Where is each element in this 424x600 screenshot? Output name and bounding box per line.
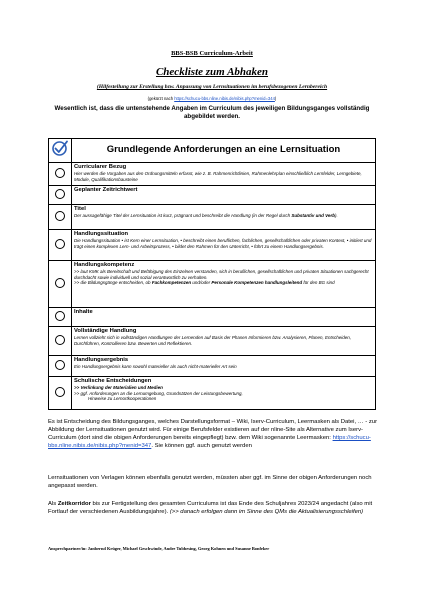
checkbox-circle-icon[interactable] — [55, 311, 65, 321]
row-title: Geplanter Zeitrichtwert — [74, 187, 138, 193]
header-icon-cell — [49, 139, 72, 163]
row-body: Der aussagefähige Titel der Lernsituation ist kurz, prägnant und beschreibt die Handlung (in der Regel durch — [74, 213, 291, 218]
timeline-keyword: Zeitkorridor — [57, 501, 91, 507]
table-row — [49, 230, 376, 261]
table-row: Titel Der aussagefähige Titel der Lernsituation ist kurz, prägnant und beschreibt die Handlung (in der Regel durch Substantiv und Verb). — [49, 205, 376, 230]
checkbox-circle-icon[interactable] — [55, 278, 65, 288]
checkbox-circle-icon[interactable] — [55, 335, 65, 345]
intro-text: Wesentlich ist, dass die untenstehende Angaben im Curriculum des jeweiligen Bildungsganges vollständig abgebildet werden. — [54, 105, 370, 120]
table-row — [49, 356, 376, 377]
table-header-row — [49, 139, 376, 163]
row-title: Schulische Entscheidungen — [74, 378, 152, 384]
checkbox-circle-icon[interactable] — [55, 360, 65, 370]
row-body: Ein Handlungsergebnis kann sowohl materieller als auch nicht-materieller Art sein — [74, 364, 237, 369]
checkbox-circle-icon[interactable] — [55, 168, 65, 178]
table-row: Handlungskompetenz >> laut KMK als Bereitschaft und Befähigung des Einzelnen verstanden, sich in beruflichen, gesellschaftlichen und privaten Situationen sachgerecht durchdacht sowie individuell und sozial verantwortlich zu verhalten. >> die Bildungsgänge entscheiden, ob Fachkompetenzen und/oder Personale Kompetenzen handlungsleitend für den BG sind — [49, 261, 376, 308]
table-row — [49, 186, 376, 205]
checkbox-circle-icon[interactable] — [55, 189, 65, 199]
table-row — [49, 308, 376, 327]
table-row — [49, 327, 376, 356]
row-body-bold: >> Verlinkung der Materialien und Medien — [74, 385, 163, 390]
row-title: Handlungsergebnis — [74, 357, 129, 363]
row-body: Die Handlungssituation • ist Kern einer Lernsituation, • beschreibt einen beruflichen, fachlichen, gesellschaftlichen oder privaten Kontext, • initiiert und trägt einen komplexen Lern- und Arbeitsprozess, • bildet den Rahmen für den Unterricht, • führt zu einem Handlungsergebnis. — [74, 238, 372, 249]
checklist-table — [48, 138, 376, 410]
row-title: Vollständige Handlung — [74, 328, 137, 334]
template-link[interactable]: https://schucu-bbs.nline.nibis.de/nibis.php?menid=347 — [48, 435, 371, 450]
contact-footer: Ansprechpartner/in: Janbernd Krüger, Michael Geschwinde, Andre Tubbesing, Georg Kohnen und Susanne Bonfeker — [48, 546, 270, 551]
paragraph-format: Es ist Entscheidung des Bildungsganges, welches Darstellungsformat – Wiki, Iserv-Curriculum, Leermasken als Datei, … - zur Abbildung der Lernsituationen genutzt wird. Für einige Berufsfelder existieren auf der nline-Site als Alternative zum Iserv-Curriculum (dort sind die obigen Anforderungen bereits eingepflegt) bzw. dem Wiki sogenannte Leermasken: https://schucu-bbs.nline.nibis.de/nibis.php?menid=347. Sie können ggf. auch genutzt werden — [48, 419, 378, 450]
row-title: Handlungssituation — [74, 231, 129, 237]
row-body-bold: Substantiv und Verb — [291, 213, 335, 218]
row-body: >> laut KMK als Bereitschaft und Befähigung des Einzelnen verstanden, sich in beruflichen, gesellschaftlichen und privaten Situationen sachgerecht durchdacht sowie individuell und sozial verantwortlich zu verhalten. — [74, 269, 369, 280]
row-title: Handlungskompetenz — [74, 262, 135, 268]
paragraph-publishers: Lernsituationen von Verlagen können ebenfalls genutzt werden, müssten aber ggf. im Sinne der obigen Anforderungen noch angepasst werden. — [48, 475, 372, 490]
paragraph-timeline: Als Zeitkorridor bis zur Fertigstellung des gesamten Curriculums ist das Ende des Schuljahres 2023/24 angedacht (also mit Fortlauf der verschiedenen Ausbildungsjahre). (>> danach erfolgen dann im Sinne des QMs die Aktualisierungsschleifen) — [48, 501, 373, 516]
row-body: Hier werden die Vorgaben aus den Ordnungsmitteln erfasst, wie z. B. Rahmenrichtlinien, Rahmenlehrplan einschließlich Lernfelder, Lerngebiete, Module, Qualifikationsbausteine — [74, 171, 362, 182]
row-title: Curricularer Bezug — [74, 164, 127, 170]
row-title: Titel — [74, 206, 86, 212]
checked-circle-icon — [51, 139, 69, 157]
source-suffix: ) — [274, 96, 277, 101]
source-note — [40, 96, 384, 101]
row-body: Lernen vollzieht sich in vollständigen Handlungen der Lernenden auf Basis der Phasen Informieren bzw. Analysieren, Planen, Entscheiden, Durchführen, Kontrollieren bzw. Bewerten und Reflektieren. — [74, 335, 352, 346]
table-heading: Grundlegende Anforderungen an eine Lernsituation — [72, 139, 376, 163]
table-row — [49, 163, 376, 186]
row-body: >> ggf. Anforderungen an die Lernumgebung, Grundsätzen der Leistungsbewertung, — [74, 390, 243, 396]
document-header: BBS-BSB Curriculum-Arbeit — [171, 50, 253, 57]
checkbox-circle-icon[interactable] — [55, 387, 65, 397]
source-link[interactable]: https://schucu-bbs.nline.nibis.de/nibis.php?menid=344 — [174, 96, 275, 101]
checkbox-circle-icon[interactable] — [55, 211, 65, 221]
source-prefix: (gekürzt nach — [147, 96, 174, 101]
row-title: Inhalte — [74, 309, 93, 315]
page-title: Checkliste zum Abhaken — [155, 66, 269, 78]
page-subtitle: (Hilfestellung zur Erstellung bzw. Anpassung von Lernsituationen im berufsbezogenen Lernbereich — [96, 84, 328, 90]
table-row: Schulische Entscheidungen >> Verlinkung der Materialien und Medien >> ggf. Anforderungen an die Lernumgebung, Grundsätzen der Leistungsbewertung, Hinweise zu Lernortkooperationen — [49, 377, 376, 410]
checkbox-circle-icon[interactable] — [55, 239, 65, 249]
